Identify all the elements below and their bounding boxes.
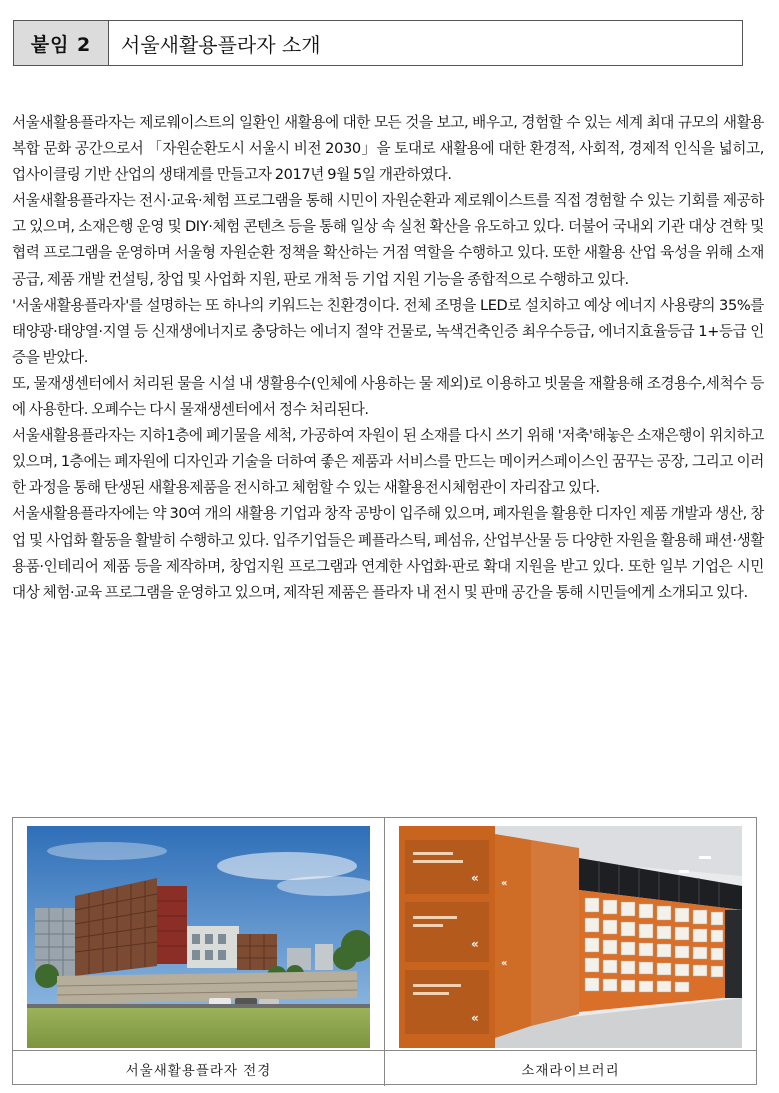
paragraph: 또, 물재생센터에서 처리된 물을 시설 내 생활용수(인체에 사용하는 물 제외)로 이용하고 빗물을 재활용해 조경용수,세척수 등에 사용한다. 오폐수는 다시 물재생센터에서 정수 처리된다. [12, 374, 764, 419]
figure-caption: 소재라이브러리 [385, 1050, 756, 1086]
body-text [12, 110, 764, 606]
figure-table [12, 817, 757, 1085]
building-photo [27, 826, 370, 1048]
figure-cell-library [385, 818, 756, 1086]
svg-text:«: « [471, 1011, 479, 1025]
paragraph: '서울새활용플라자'를 설명하는 또 하나의 키워드는 친환경이다. 전체 조명을 LED로 설치하고 예상 에너지 사용량의 35%를 태양광·태양열·지열 등 신재생에너지로 충당하는 에너지 절약 건물로, 녹색건축인증 최우수등급, 에너지효율등급 1+등급 인증을 받았다. [12, 296, 764, 366]
svg-text:«: « [471, 871, 479, 885]
paragraph: 서울새활용플라자는 전시·교육·체험 프로그램을 통해 시민이 자원순환과 제로웨이스트를 직접 경험할 수 있는 기회를 제공하고 있으며, 소재은행 운영 및 DIY·체험 콘텐츠 등을 통해 일상 속 실천 확산을 유도하고 있다. 더불어 국내외 기관 대상 견학 및 협력 프로그램을 운영하며 서울형 자원순환 정책을 확산하는 거점 역할을 수행하고 있다. 또한 새활용 산업 육성을 위해 소재 공급, 제품 개발 컨설팅, 창업 및 사업화 지원, 판로 개척 등 기업 지원 기능을 종합적으로 수행하고 있다. [12, 192, 764, 288]
svg-text:«: « [471, 937, 479, 951]
material-library-photo [399, 826, 742, 1048]
page-title: 서울새활용플라자 소개 [121, 32, 321, 57]
paragraph: 서울새활용플라자에는 약 30여 개의 새활용 기업과 창작 공방이 입주해 있으며, 폐자원을 활용한 디자인 제품 개발과 생산, 창업 및 사업화 활동을 활발히 수행하고 있다. 입주기업들은 폐플라스틱, 폐섬유, 산업부산물 등 다양한 자원을 활용해 패션·생활용품·인테리어 제품 등을 제작하며, 창업지원 프로그램과 연계한 사업화·판로 확대 지원을 받고 있다. 또한 일부 기업은 시민 대상 체험·교육 프로그램을 운영하고 있으며, 제작된 제품은 플라자 내 전시 및 판매 공간을 통해 시민들에게 소개되고 있다. [12, 505, 764, 601]
appendix-tag: 붙임 2 [14, 21, 109, 65]
paragraph: 서울새활용플라자는 제로웨이스트의 일환인 새활용에 대한 모든 것을 보고, 배우고, 경험할 수 있는 세계 최대 규모의 새활용 복합 문화 공간으로서 「자원순환도시 서울시 비전 2030」을 토대로 새활용에 대한 환경적, 사회적, 경제적 인식을 넓히고, 업사이클링 기반 산업의 생태계를 만들고자 2017년 9월 5일 개관하였다. [12, 114, 764, 184]
figure-cell-building [13, 818, 385, 1086]
paragraph: 서울새활용플라자는 지하1층에 폐기물을 세척, 가공하여 자원이 된 소재를 다시 쓰기 위해 '저축'해놓은 소재은행이 위치하고 있으며, 1층에는 폐자원에 디자인과 기술을 더하여 좋은 제품과 서비스를 만드는 메이커스페이스인 꿈꾸는 공장, 그리고 이러한 과정을 통해 탄생된 새활용제품을 전시하고 체험할 수 있는 새활용전시체험관이 자리잡고 있다. [12, 427, 764, 497]
figure-caption: 서울새활용플라자 전경 [13, 1050, 384, 1086]
svg-text:«: « [501, 878, 508, 889]
title-box [13, 20, 743, 66]
svg-text:«: « [501, 958, 508, 969]
